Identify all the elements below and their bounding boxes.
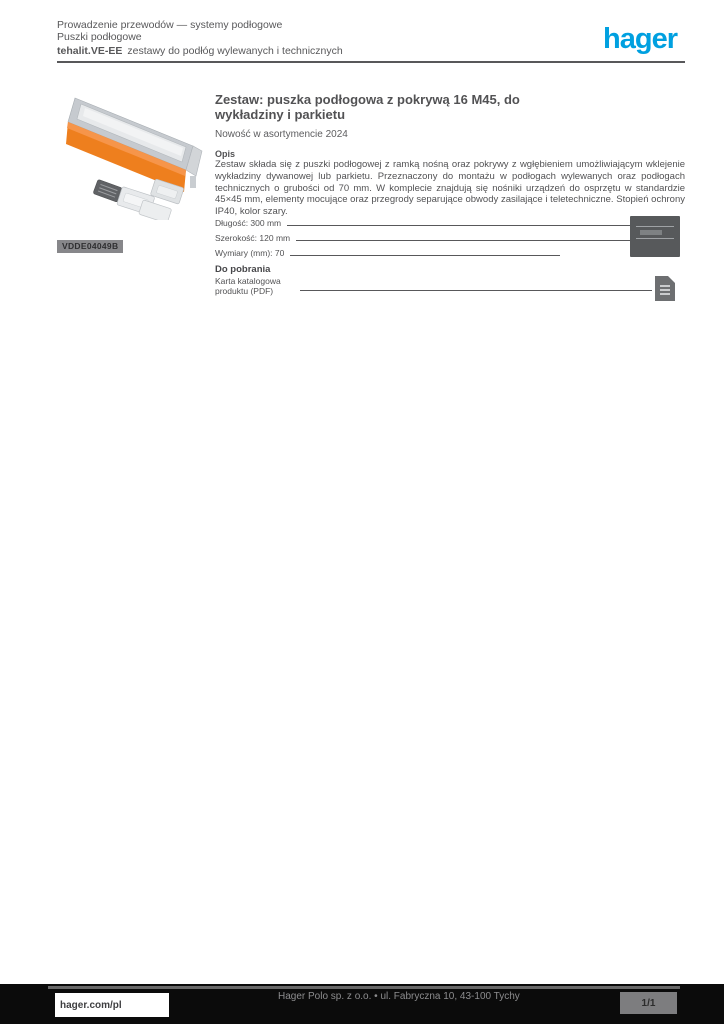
spec-rule: [287, 225, 640, 226]
footer-page-badge: 1/1: [620, 992, 677, 1014]
product-subtitle: Nowość w asortymencie 2024: [215, 129, 348, 140]
hager-logo: hager: [603, 23, 677, 55]
dimension-pictogram: [630, 216, 680, 257]
download-item-label[interactable]: [215, 277, 295, 296]
spec-row: [215, 214, 640, 228]
footer-website-box[interactable]: [55, 993, 169, 1017]
footer-website-link[interactable]: hager.com/pl: [60, 999, 122, 1011]
product-photo: [55, 88, 207, 220]
pdf-document-icon[interactable]: [655, 276, 675, 301]
header-category-line2: Puszki podłogowe: [57, 31, 142, 43]
header-category-line1: Prowadzenie przewodów — systemy podłogowe: [57, 19, 283, 31]
downloads-section-title: Do pobrania: [215, 264, 271, 275]
spec-label: Szerokość: 120 mm: [215, 233, 291, 243]
description-label: Opis: [215, 149, 236, 159]
product-reference-code: VDDE04049B: [57, 240, 123, 253]
spec-label: Długość: 300 mm: [215, 218, 282, 228]
header-range-name: tehalit.VE-EE: [57, 45, 123, 57]
spec-row: [215, 244, 560, 258]
spec-row: [215, 229, 640, 243]
spec-label: Wymiary (mm): 70: [215, 248, 285, 258]
footer-rule: [48, 986, 680, 989]
footer-company-info: Hager Polo sp. z o.o. • ul. Fabryczna 10, 43-100 Tychy: [278, 991, 520, 1002]
download-row-rule: [300, 290, 652, 291]
download-item-line2: produktu (PDF): [215, 285, 274, 296]
header-range-desc: zestawy do podłóg wylewanych i technicznych: [127, 45, 343, 57]
header-rule: [57, 61, 685, 63]
product-description: Zestaw składa się z puszki podłogowej z ramką nośną oraz pokrywy z wgłębieniem umożliwiającym wklejenie wykładziny dywanowej lub parkietu. Przeznaczony do montażu w podłogach wylewanych oraz podłogach technicznych o grubości od 70 mm. W komplecie znajdują się nośniki urządzeń do osprzętu w standardzie 45×45 mm, elementy mocujące oraz przegrody separujące obwody zasilające i teletechniczne. Stopień ochrony IP40, kolor szary.: [215, 159, 685, 218]
footer-bar: [0, 984, 724, 1024]
spec-rule: [290, 255, 560, 256]
download-item-line1: Karta katalogowa: [215, 276, 281, 286]
header-range-line: [57, 45, 343, 57]
product-title: Zestaw: puszka podłogowa z pokrywą 16 M45, do wykładziny i parkietu: [215, 92, 520, 122]
spec-rule: [296, 240, 640, 241]
